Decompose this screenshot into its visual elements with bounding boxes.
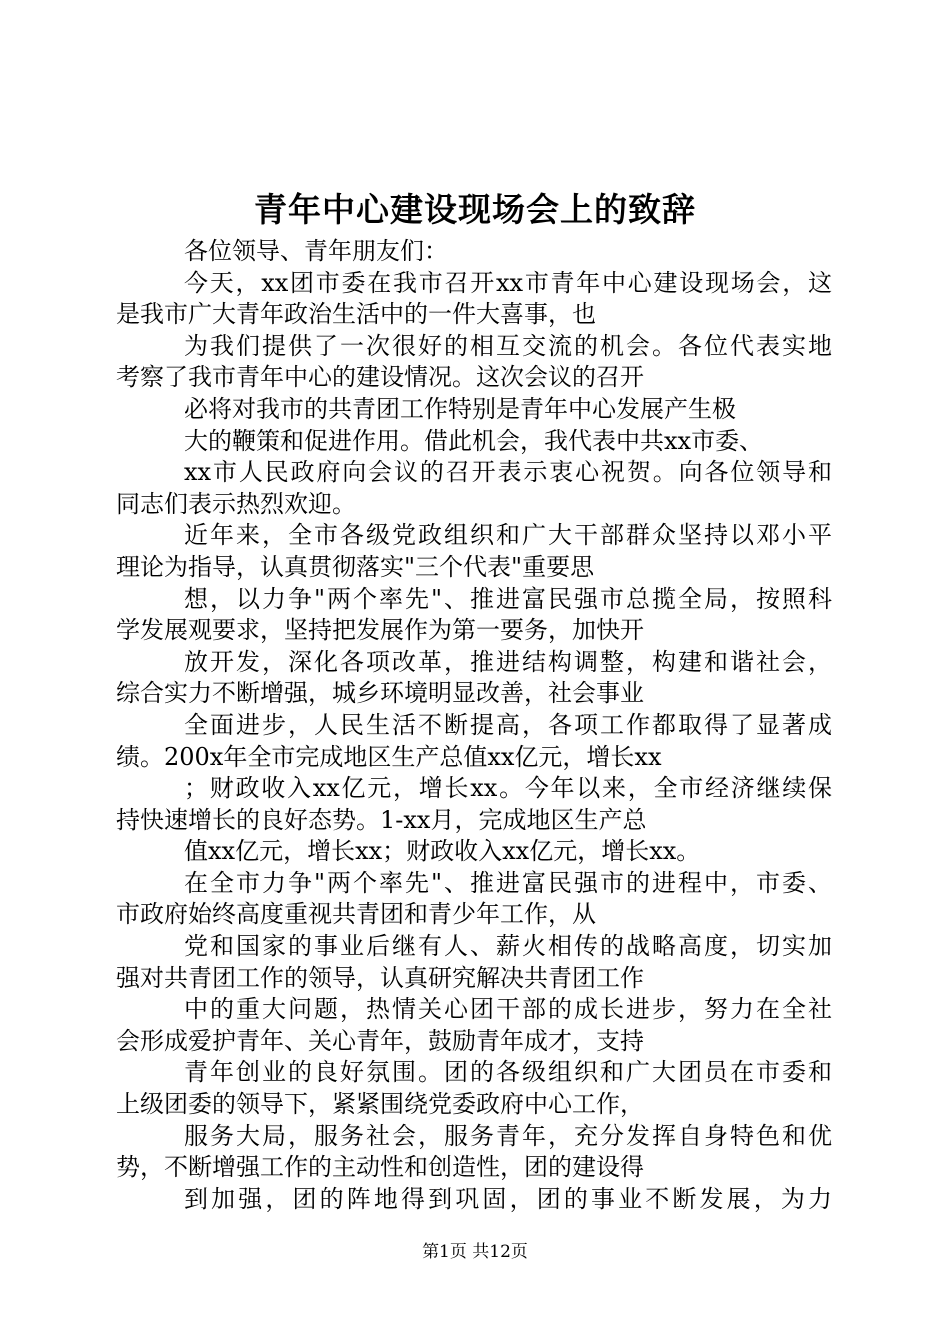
text-line: 在全市力争"两个率先"、推进富民强市的进程中，市委、 xyxy=(184,868,832,897)
text-line: 各位领导、青年朋友们： xyxy=(184,237,448,265)
text-line: 全面进步，人民生活不断提高，各项工作都取得了显著成 xyxy=(184,710,832,739)
text-line: 服务大局，服务社会，服务青年，充分发挥自身特色和优 xyxy=(184,1121,832,1150)
text-line: 强对共青团工作的领导，认真研究解决共青团工作 xyxy=(116,963,644,992)
text-line: 综合实力不断增强，城乡环境明显改善，社会事业 xyxy=(116,679,644,708)
text-line: 持快速增长的良好态势。1-xx月，完成地区生产总 xyxy=(116,805,647,834)
text-line: 今天，xx团市委在我市召开xx市青年中心建设现场会，这 xyxy=(184,268,832,297)
text-line: 值xx亿元，增长xx；财政收入xx亿元，增长xx。 xyxy=(184,837,701,866)
text-line: 绩。200x年全市完成地区生产总值xx亿元，增长xx xyxy=(116,742,662,771)
text-line: 会形成爱护青年、关心青年，鼓励青年成才，支持 xyxy=(116,1026,644,1055)
text-line: 学发展观要求，坚持把发展作为第一要务，加快开 xyxy=(116,616,644,645)
text-line: 想，以力争"两个率先"、推进富民强市总揽全局，按照科 xyxy=(184,584,832,613)
text-line: 近年来，全市各级党政组织和广大干部群众坚持以邓小平 xyxy=(184,521,832,550)
text-line: 党和国家的事业后继有人、薪火相传的战略高度，切实加 xyxy=(184,932,832,961)
text-line: ；财政收入xx亿元，增长xx。今年以来，全市经济继续保 xyxy=(184,774,832,803)
text-line: 理论为指导，认真贯彻落实"三个代表"重要思 xyxy=(116,552,595,581)
text-line: xx市人民政府向会议的召开表示衷心祝贺。向各位领导和 xyxy=(184,458,832,487)
text-line: 必将对我市的共青团工作特别是青年中心发展产生极 xyxy=(184,394,736,423)
text-line: 放开发，深化各项改革，推进结构调整，构建和谐社会， xyxy=(184,647,832,676)
text-line: 考察了我市青年中心的建设情况。这次会议的召开 xyxy=(116,363,644,392)
text-line: 市政府始终高度重视共青团和青少年工作，从 xyxy=(116,900,596,929)
text-line: 青年创业的良好氛围。团的各级组织和广大团员在市委和 xyxy=(184,1058,832,1087)
text-line: 同志们表示热烈欢迎。 xyxy=(116,489,356,518)
text-line: 为我们提供了一次很好的相互交流的机会。各位代表实地 xyxy=(184,331,832,360)
text-line: 大的鞭策和促进作用。借此机会，我代表中共xx市委、 xyxy=(184,426,764,455)
text-line: 中的重大问题，热情关心团干部的成长进步，努力在全社 xyxy=(184,995,832,1024)
text-line: 上级团委的领导下，紧紧围绕党委政府中心工作， xyxy=(116,1090,644,1119)
page-number: 第1页 共12页 xyxy=(422,1242,528,1262)
document-body xyxy=(116,236,832,1215)
document-title: 青年中心建设现场会上的致辞 xyxy=(254,190,696,229)
text-line: 势，不断增强工作的主动性和创造性，团的建设得 xyxy=(116,1153,644,1182)
text-line: 到加强，团的阵地得到巩固，团的事业不断发展，为力 xyxy=(184,1184,832,1213)
text-line: 是我市广大青年政治生活中的一件大喜事，也 xyxy=(116,300,596,329)
